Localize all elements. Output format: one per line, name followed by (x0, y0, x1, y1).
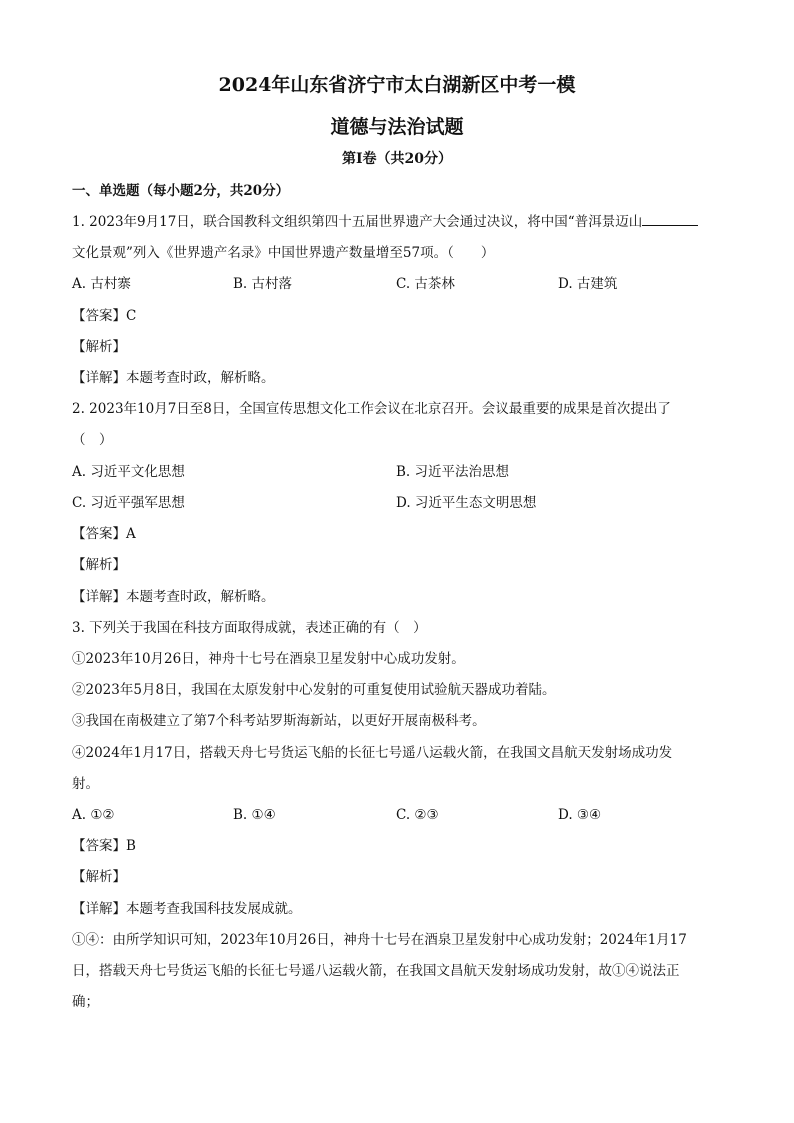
q2-analysis: 【解析】 (72, 557, 126, 573)
q3-item-2: ②2023年5月8日，我国在太原发射中心发射的可重复使用试验航天器成功着陆。 (72, 682, 556, 698)
q2-option-d: D. 习近平生态文明思想 (396, 495, 537, 511)
q1-answer: 【答案】C (72, 308, 137, 324)
q3-item-3: ③我国在南极建立了第7个科考站罗斯海新站，以更好开展南极科考。 (72, 713, 486, 729)
q1-option-a: A. 古村寨 (72, 276, 131, 292)
section-heading: 一、单选题（每小题2分，共20分） (72, 183, 290, 199)
q2-detail: 【详解】本题考查时政，解析略。 (72, 589, 275, 605)
q3-option-b: B. ①④ (233, 807, 276, 823)
exam-title: 2024年山东省济宁市太白湖新区中考一模 (218, 74, 576, 96)
volume-label: 第I卷（共20分） (341, 151, 453, 167)
q2-option-a: A. 习近平文化思想 (72, 464, 185, 480)
q2-stem-line2: （ ） (72, 432, 113, 448)
q1-stem-line1: 1. 2023年9月17日，联合国教科文组织第四十五届世界遗产大会通过决议，将中国“普洱景迈山 (72, 212, 698, 232)
q3-detail: 【详解】本题考查我国科技发展成就。 (72, 901, 302, 917)
q1-stem-line2: 文化景观”列入《世界遗产名录》中国世界遗产数量增至57项。（ ） (72, 245, 495, 261)
exam-subtitle: 道德与法治试题 (330, 116, 464, 138)
q3-stem: 3. 下列关于我国在科技方面取得成就，表述正确的有（ ） (72, 620, 427, 636)
q3-item-4: ④2024年1月17日，搭载天舟七号货运飞船的长征七号遥八运载火箭，在我国文昌航天发射场成功发 (72, 745, 673, 761)
q1-option-b: B. 古村落 (233, 276, 293, 292)
q3-item-4-cont: 射。 (72, 776, 99, 792)
q2-stem-line1: 2. 2023年10月7日至8日，全国宣传思想文化工作会议在北京召开。会议最重要的成果是首次提出了 (72, 401, 671, 417)
q3-option-a: A. ①② (72, 807, 115, 823)
q3-analysis: 【解析】 (72, 869, 126, 885)
q3-explain-line3: 确； (72, 994, 99, 1010)
q1-detail: 【详解】本题考查时政，解析略。 (72, 370, 275, 386)
q1-analysis: 【解析】 (72, 339, 126, 355)
q1-option-c: C. 古茶林 (396, 276, 455, 292)
q3-option-c: C. ②③ (396, 807, 439, 823)
q3-explain-line1: ①④：由所学知识可知，2023年10月26日，神舟十七号在酒泉卫星发射中心成功发射；2024年1月17 (72, 932, 687, 948)
q3-answer: 【答案】B (72, 838, 136, 854)
q2-option-c: C. 习近平强军思想 (72, 495, 185, 511)
answer-blank (642, 213, 698, 226)
q2-option-b: B. 习近平法治思想 (396, 464, 510, 480)
q3-item-1: ①2023年10月26日，神舟十七号在酒泉卫星发射中心成功发射。 (72, 651, 465, 667)
q3-explain-line2: 日，搭载天舟七号货运飞船的长征七号遥八运载火箭，在我国文昌航天发射场成功发射，故①④说法正 (72, 963, 680, 979)
q2-answer: 【答案】A (72, 526, 136, 542)
q3-option-d: D. ③④ (558, 807, 602, 823)
q1-option-d: D. 古建筑 (558, 276, 618, 292)
